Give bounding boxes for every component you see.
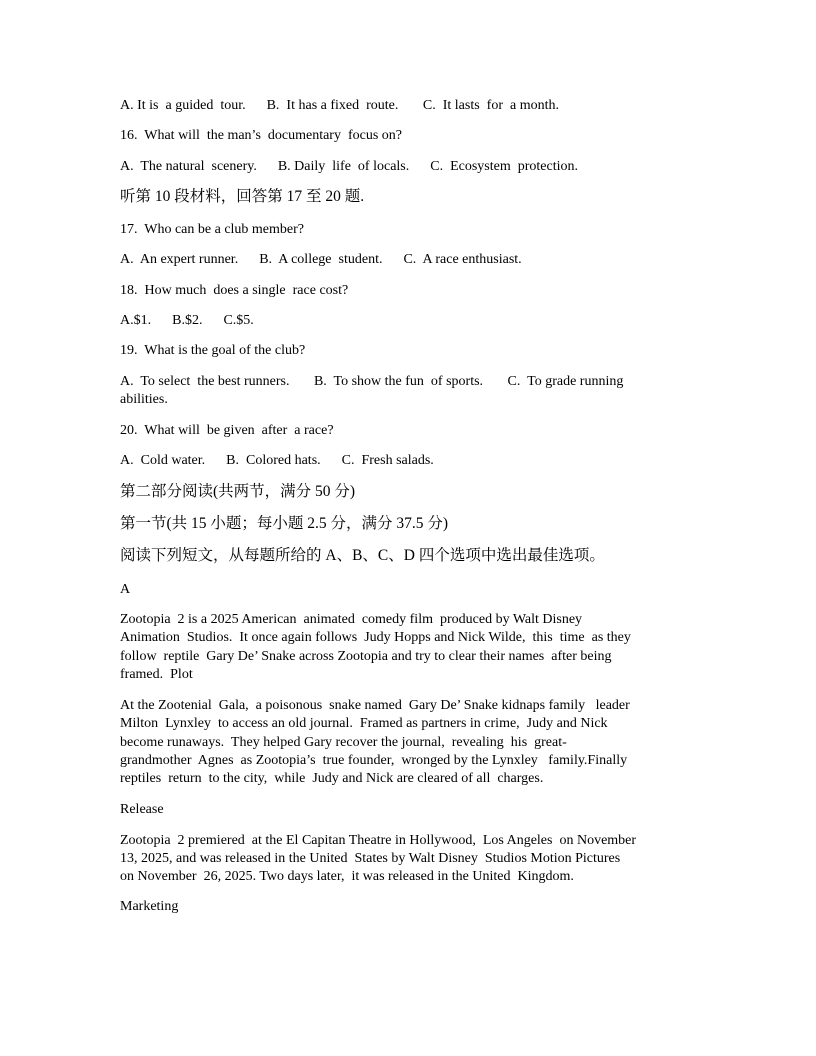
passage-plot-line: Milton Lynxley to access an old journal. Framed as partners in crime, Judy and Nick <box>120 716 608 731</box>
q20-options: A. Cold water. B. Colored hats. C. Fresh salads. <box>120 453 434 468</box>
q18-options: A.$1. B.$2. C.$5. <box>120 313 254 328</box>
section1-header: 第一节(共 15 小题；每小题 2.5 分，满分 37.5 分) <box>120 515 449 532</box>
q18-question: 18. How much does a single race cost? <box>120 283 349 298</box>
passage-plot-line: become runaways. They helped Gary recover the journal, revealing his great- <box>120 735 567 750</box>
part2-header: 第二部分阅读(共两节，满分 50 分) <box>120 483 356 500</box>
passage-release-line: on November 26, 2025. Two days later, it was released in the United Kingdom. <box>120 869 574 884</box>
passage-intro-line: Animation Studios. It once again follows Judy Hopps and Nick Wilde, this time as they <box>120 630 631 645</box>
instructions: 阅读下列短文，从每题所给的 A、B、C、D 四个选项中选出最佳选项。 <box>120 547 605 564</box>
q17-question: 17. Who can be a club member? <box>120 222 305 237</box>
q20-question: 20. What will be given after a race? <box>120 423 334 438</box>
q19-options-line2: abilities. <box>120 392 168 407</box>
q19-question: 19. What is the goal of the club? <box>120 343 306 358</box>
passage-release-line: 13, 2025, and was released in the United States by Walt Disney Studios Motion Pictures <box>120 851 621 866</box>
q16-options: A. The natural scenery. B. Daily life of locals. C. Ecosystem protection. <box>120 159 579 174</box>
q19-options-line1: A. To select the best runners. B. To show the fun of sports. C. To grade running <box>120 374 624 389</box>
q17-options: A. An expert runner. B. A college student. C. A race enthusiast. <box>120 252 522 267</box>
passage-label: A <box>120 582 131 597</box>
passage-intro-line: follow reptile Gary De’ Snake across Zootopia and try to clear their names after being <box>120 649 612 664</box>
q16-question: 16. What will the man’s documentary focus on? <box>120 128 403 143</box>
q15-options: A. It is a guided tour. B. It has a fixed route. C. It lasts for a month. <box>120 98 559 113</box>
passage-release-line: Zootopia 2 premiered at the El Capitan Theatre in Hollywood, Los Angeles on November <box>120 833 637 848</box>
marketing-heading: Marketing <box>120 899 179 914</box>
section10-header: 听第 10 段材料，回答第 17 至 20 题. <box>120 188 365 205</box>
passage-intro-line: framed. Plot <box>120 667 193 682</box>
passage-plot-line: grandmother Agnes as Zootopia’s true founder, wronged by the Lynxley family.Finally <box>120 753 628 768</box>
release-heading: Release <box>120 802 164 817</box>
passage-intro-line: Zootopia 2 is a 2025 American animated comedy film produced by Walt Disney <box>120 612 583 627</box>
passage-plot-line: reptiles return to the city, while Judy and Nick are cleared of all charges. <box>120 771 544 786</box>
passage-plot-line: At the Zootenial Gala, a poisonous snake named Gary De’ Snake kidnaps family leader <box>120 698 630 713</box>
